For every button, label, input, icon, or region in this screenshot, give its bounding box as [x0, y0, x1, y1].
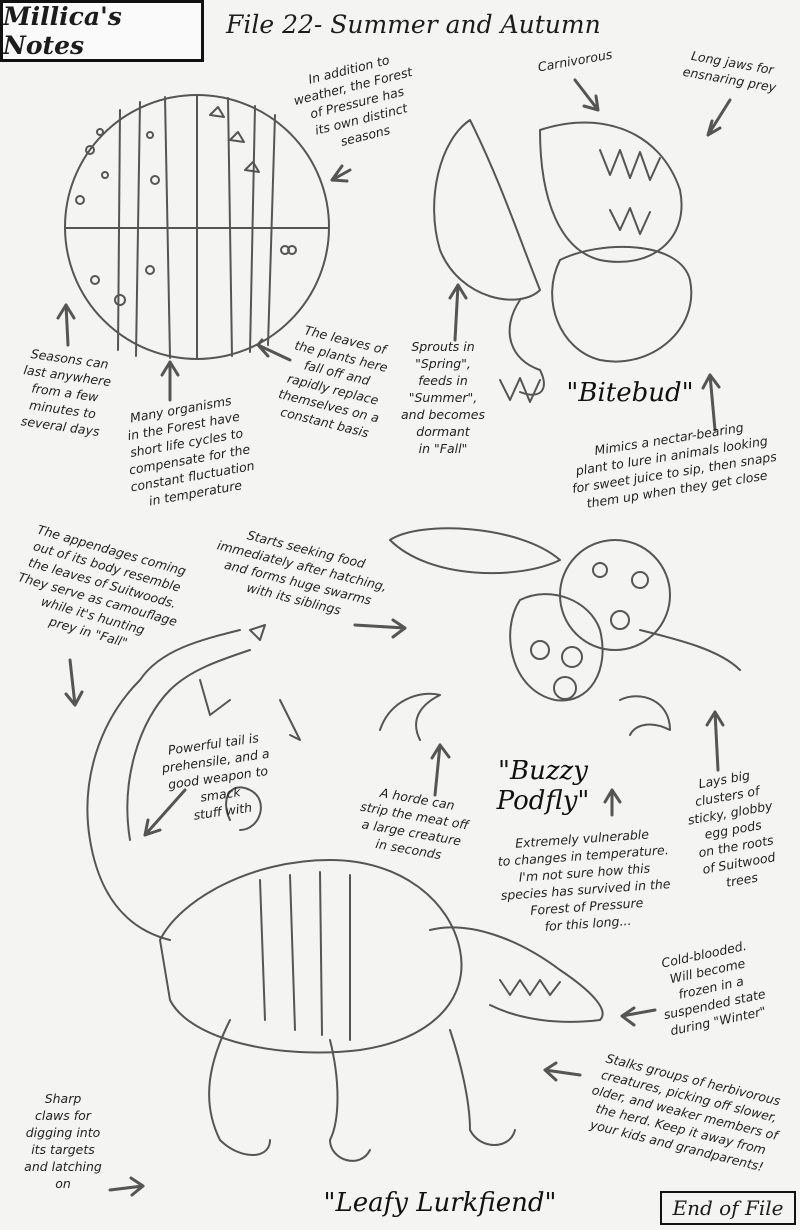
- bitebud-name: "Bitebud": [566, 378, 694, 408]
- note-sprouts: Sprouts in "Spring", feeds in "Summer", and becomes dormant in "Fall": [400, 339, 485, 456]
- note-starts-seeking: Starts seeking food immediately after hatching, and forms huge swarms with its siblings: [215, 527, 389, 618]
- notebook-title: Millica's Notes: [0, 0, 204, 62]
- lurkfiend-name: "Leafy Lurkfiend": [323, 1188, 557, 1218]
- note-sharp-claws: Sharp claws for digging into its targets and latching on: [24, 1091, 102, 1191]
- file-title: File 22- Summer and Autumn: [226, 10, 601, 39]
- note-horde: A horde can strip the meat off a large creature in seconds: [359, 784, 470, 863]
- note-forest-seasons: In addition to weather, the Forest of Pressure has its own distinct seasons: [292, 52, 414, 149]
- note-vulnerable: Extremely vulnerable to changes in temperature. I'm not sure how this species has survived in the Forest of Pressure for this long...: [497, 826, 671, 934]
- note-seasons-length: Seasons can last anywhere from a few minutes to several days: [20, 345, 113, 440]
- note-mimics: Mimics a nectar-bearing plant to lure in animals looking for sweet juice to sip, then snaps them up when they get close: [570, 419, 778, 511]
- end-of-file-label: End of File: [660, 1191, 796, 1225]
- podfly-sketch: [380, 528, 740, 740]
- note-short-life: Many organisms in the Forest have short life cycles to compensate for the constant fluctuation in temperature: [126, 392, 256, 509]
- note-egg-pods: Lays big clusters of sticky, globby egg pods on the roots of Suitwood trees: [686, 767, 777, 890]
- note-powerful-tail: Powerful tail is prehensile, and a good weapon to smack stuff with: [160, 730, 271, 823]
- note-long-jaws: Long jaws for ensnaring prey: [681, 47, 778, 95]
- note-cold-blooded: Cold-blooded. Will become frozen in a suspended state during "Winter": [660, 937, 768, 1039]
- note-leaves: The leaves of the plants here fall off and rapidly replace themselves on a constant basis: [276, 322, 390, 441]
- podfly-name: "Buzzy Podfly": [496, 756, 590, 816]
- note-stalks: Stalks groups of herbivorous creatures, picking off slower, older, and weaker members of the herd. Keep it away from your kids and grandparents!: [588, 1050, 782, 1175]
- note-carnivorous: Carnivorous: [536, 46, 614, 75]
- note-appendages: The appendages coming out of its body resemble the leaves of Suitwoods. They serve as camouflage while it's hunting prey in "Fall": [16, 521, 188, 651]
